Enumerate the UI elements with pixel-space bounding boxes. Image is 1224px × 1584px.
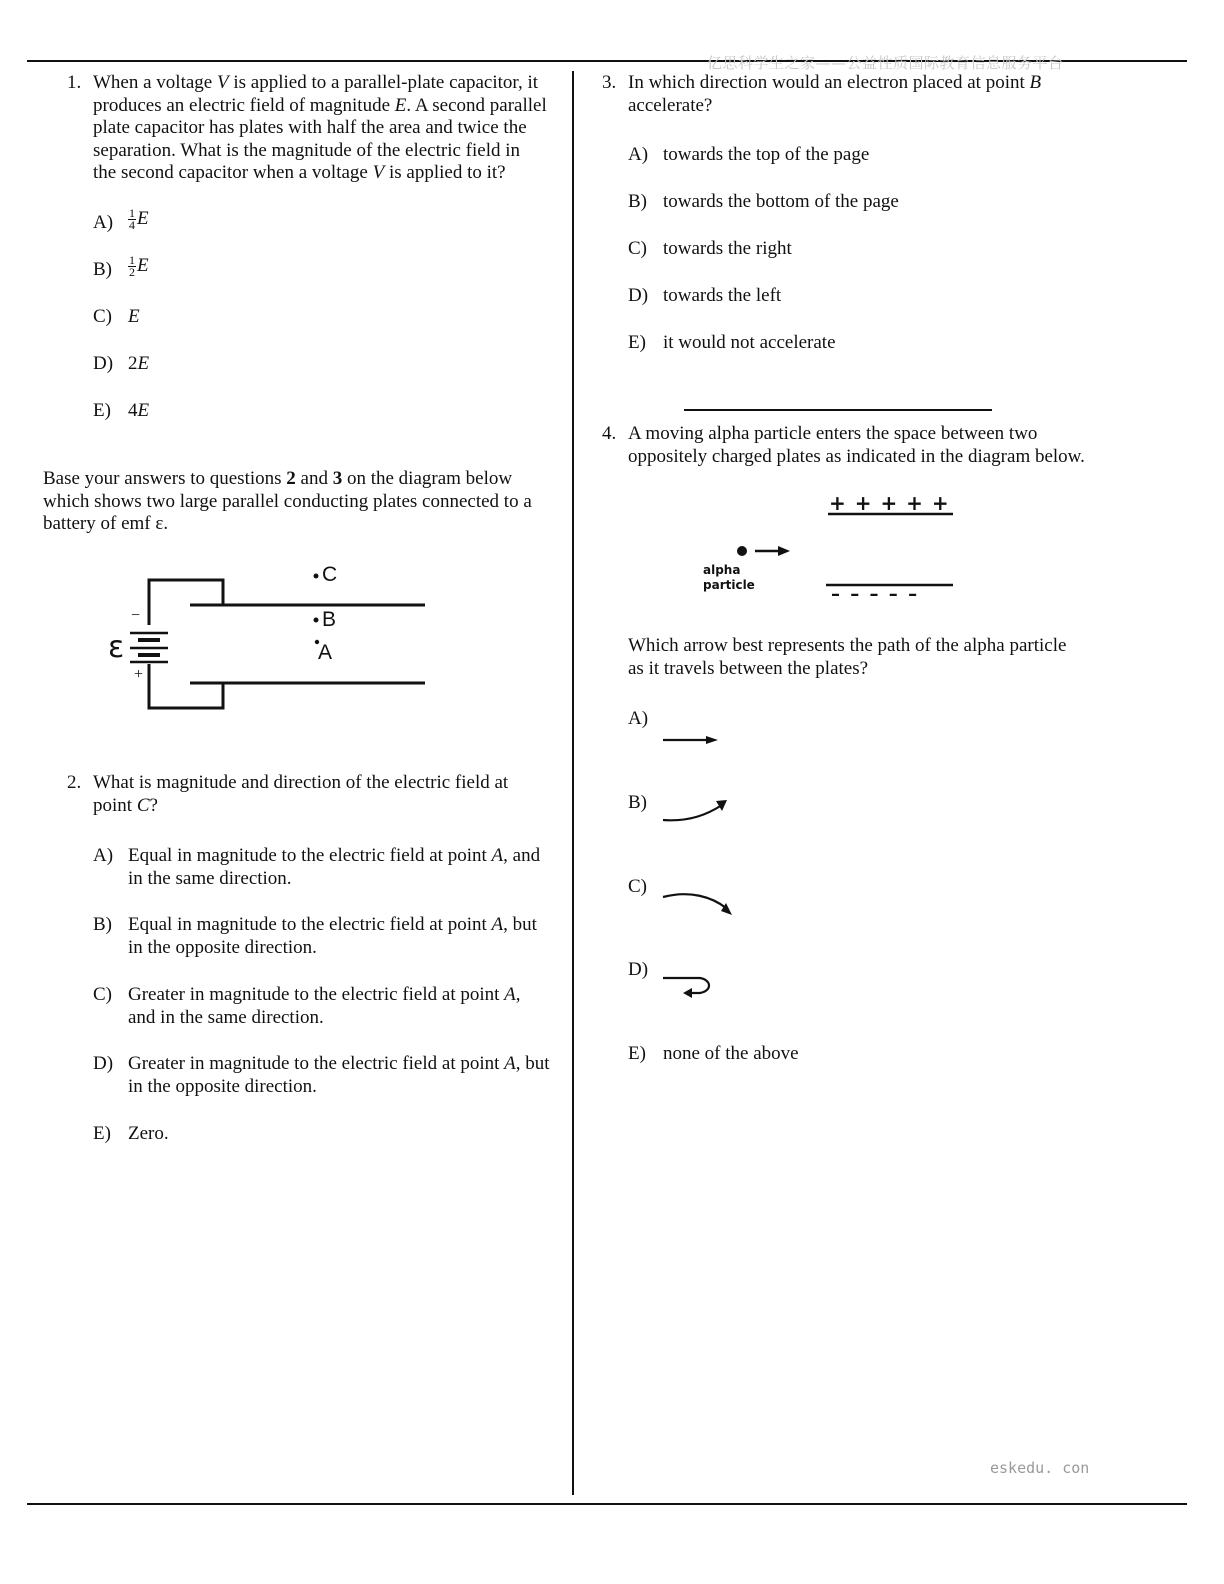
- battery-minus: −: [131, 607, 141, 624]
- option-text[interactable]: 4E: [128, 400, 150, 421]
- alpha-label-line: particle: [703, 578, 755, 592]
- option-text[interactable]: it would not accelerate: [663, 332, 836, 353]
- option-text[interactable]: $\frac{1}{4}$ E: [129, 206, 149, 233]
- option-label[interactable]: D): [628, 285, 649, 306]
- question-1-line: plate capacitor has plates with half the area and twice the: [93, 117, 527, 138]
- question-number: 4.: [602, 423, 617, 444]
- question-1-line: separation. What is the magnitude of the electric field in: [93, 139, 520, 161]
- question-4-prompt-line: Which arrow best represents the path of the alpha particle: [628, 635, 1067, 656]
- alpha-label-line: alpha: [703, 563, 741, 577]
- option-line: in the opposite direction.: [128, 1075, 317, 1097]
- intro-line: which shows two large parallel conducting plates connected to a: [43, 490, 532, 512]
- battery-plus: +: [134, 666, 144, 683]
- option-label[interactable]: C): [93, 306, 112, 327]
- option-label[interactable]: E): [628, 1043, 646, 1064]
- fraction: $\frac{1}{2}$: [129, 253, 135, 280]
- arrow-loop-back-icon: [663, 978, 709, 998]
- option-label[interactable]: A): [628, 144, 649, 165]
- question-1-line: When a voltage V is applied to a parallel-plate capacitor, it: [93, 72, 539, 93]
- option-line: in the same direction.: [128, 867, 292, 889]
- arrow-curve-up-icon: [663, 800, 727, 820]
- question-2-line: point C?: [93, 794, 158, 816]
- question-4-prompt-line: as it travels between the plates?: [628, 657, 869, 679]
- emf-symbol: ε: [108, 630, 125, 665]
- question-2-line: What is magnitude and direction of the electric field at: [93, 772, 509, 793]
- question-1-line: produces an electric field of magnitude E. A second parallel: [93, 94, 547, 116]
- option-text[interactable]: towards the left: [663, 285, 782, 306]
- option-label[interactable]: E): [93, 400, 111, 421]
- option-label[interactable]: A): [93, 845, 114, 866]
- question-number: 3.: [602, 72, 617, 93]
- option-label[interactable]: A): [628, 708, 649, 729]
- question-4-line: A moving alpha particle enters the space between two: [628, 423, 1038, 444]
- option-line: Greater in magnitude to the electric field at point A,: [128, 984, 521, 1005]
- option-label[interactable]: B): [93, 259, 112, 280]
- option-line: Equal in magnitude to the electric field at point A, and: [128, 845, 541, 866]
- point-a-label: A: [318, 641, 333, 664]
- fraction: $\frac{1}{4}$: [129, 206, 135, 233]
- watermark-top: 亿思科学生之家——公益性质国际教育信息服务平台: [707, 54, 1064, 72]
- option-label[interactable]: C): [93, 984, 112, 1005]
- intro-line: Base your answers to questions 2 and 3 on the diagram below: [43, 468, 513, 489]
- option-text[interactable]: towards the top of the page: [663, 144, 870, 165]
- option-line: in the opposite direction.: [128, 936, 317, 958]
- option-label[interactable]: A): [93, 212, 114, 233]
- question-number: 2.: [67, 772, 82, 793]
- option-text[interactable]: E: [128, 306, 140, 327]
- option-text[interactable]: $\frac{1}{2}$ E: [129, 253, 149, 280]
- option-label[interactable]: D): [628, 959, 649, 980]
- option-label[interactable]: C): [628, 238, 647, 259]
- option-line: Equal in magnitude to the electric field at point A, but: [128, 914, 537, 935]
- option-label[interactable]: E): [93, 1123, 111, 1144]
- question-1-line: the second capacitor when a voltage V is applied to it?: [93, 162, 506, 183]
- plus-signs: + + + + +: [829, 491, 950, 515]
- option-label[interactable]: B): [628, 191, 647, 212]
- option-text[interactable]: towards the bottom of the page: [663, 191, 899, 212]
- option-line: and in the same direction.: [128, 1006, 324, 1028]
- arrow-curve-down-icon: [663, 894, 732, 915]
- option-text[interactable]: towards the right: [663, 238, 792, 259]
- option-text[interactable]: 2E: [128, 353, 150, 374]
- option-label[interactable]: B): [93, 914, 112, 935]
- point-b-label: B: [322, 608, 337, 631]
- option-line: Greater in magnitude to the electric field at point A, but: [128, 1053, 550, 1074]
- point-c-label: C: [322, 563, 338, 586]
- arrow-straight-icon: [663, 736, 718, 744]
- option-label[interactable]: C): [628, 876, 647, 897]
- minus-signs: – – – – –: [831, 584, 920, 605]
- watermark-bottom: eskedu. con: [990, 1459, 1090, 1477]
- question-3-line: In which direction would an electron placed at point B: [628, 72, 1042, 93]
- option-label[interactable]: E): [628, 332, 646, 353]
- question-3-line: accelerate?: [628, 94, 713, 116]
- question-4-line: oppositely charged plates as indicated in the diagram below.: [628, 445, 1085, 467]
- option-label[interactable]: D): [93, 1053, 114, 1074]
- question-number: 1.: [67, 72, 82, 93]
- intro-line: battery of emf ε.: [43, 513, 169, 534]
- option-text[interactable]: Zero.: [128, 1123, 169, 1144]
- option-label[interactable]: B): [628, 792, 647, 813]
- option-text[interactable]: none of the above: [663, 1043, 799, 1064]
- option-label[interactable]: D): [93, 353, 114, 374]
